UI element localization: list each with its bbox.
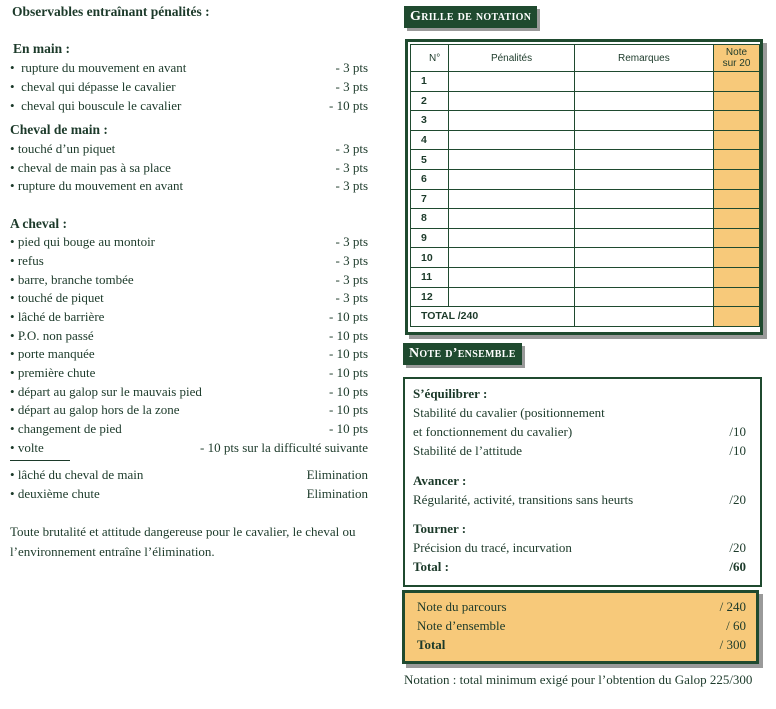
total-row [411,307,760,327]
tourner-heading: Tourner : [413,521,467,536]
list-item: • refus - 3 pts [10,253,368,268]
table-header [411,45,760,72]
elimination-note: Toute brutalité et attitude dangereuse pour le cavalier, le cheval ou l’environnement entraîne l’élimination. [10,524,356,559]
list-item: • départ au galop sur le mauvais pied - 10 pts [10,384,368,399]
note-cell[interactable] [713,267,759,287]
avancer-heading: Avancer : [413,473,467,488]
list-item: • touché de piquet - 3 pts [10,290,368,305]
list-item: • changement de pied - 10 pts [10,421,368,436]
row-number: 3 [411,111,449,131]
equilibrer-heading: S’équilibrer : [413,386,488,401]
row-number: 9 [411,228,449,248]
ensemble-total: Total : /60 [413,559,746,574]
row-number: 6 [411,169,449,189]
list-item: • cheval de main pas à sa place - 3 pts [10,160,368,175]
list-item: • volte - 10 pts sur la difficulté suivante [10,440,368,455]
en-main-heading: En main : [13,41,71,56]
remarques-cell[interactable] [574,248,713,268]
header-num: N° [411,45,449,72]
table-row [411,111,760,131]
list-item: • cheval qui dépasse le cavalier - 3 pts [10,79,368,94]
penalites-cell[interactable] [449,169,574,189]
row-number: 1 [411,72,449,92]
row-number: 5 [411,150,449,170]
remarques-cell[interactable] [574,189,713,209]
precision: Précision du tracé, incurvation /20 [413,540,746,555]
note-cell[interactable] [713,209,759,229]
table-row [411,287,760,307]
penalites-cell[interactable] [449,150,574,170]
table-row [411,228,760,248]
grid-title: Grille de notation [404,6,537,28]
note-cell[interactable] [713,228,759,248]
ensemble-title: Note d’ensemble [403,343,522,365]
row-number: 11 [411,267,449,287]
row-number: 4 [411,130,449,150]
list-item: • porte manquée - 10 pts [10,346,368,361]
remarques-cell[interactable] [574,209,713,229]
note-cell[interactable] [713,150,759,170]
stabilite-cavalier-line2: et fonctionnement du cavalier) /10 [413,424,746,439]
header-note: Note sur 20 [713,45,759,72]
note-cell[interactable] [713,189,759,209]
header-penalites: Pénalités [449,45,574,72]
penalites-cell[interactable] [449,228,574,248]
note-cell[interactable] [713,248,759,268]
header-remarques: Remarques [574,45,713,72]
note-cell[interactable] [713,72,759,92]
table-row [411,130,760,150]
penalites-cell[interactable] [449,209,574,229]
table-row [411,91,760,111]
a-cheval-heading: A cheval : [10,216,67,231]
row-number: 7 [411,189,449,209]
stabilite-attitude: Stabilité de l’attitude /10 [413,443,746,458]
penalites-cell[interactable] [449,130,574,150]
row-number: 12 [411,287,449,307]
list-item: • lâché de barrière - 10 pts [10,309,368,324]
stabilite-cavalier-line1: Stabilité du cavalier (positionnement [413,405,605,420]
remarques-cell[interactable] [574,287,713,307]
table-row [411,267,760,287]
penalites-cell[interactable] [449,248,574,268]
note-cell[interactable] [713,91,759,111]
table-row [411,209,760,229]
table-row [411,248,760,268]
penalties-title: Observables entraînant pénalités : [12,4,210,19]
row-number: 2 [411,91,449,111]
notation-note: Notation : total minimum exigé pour l’obtention du Galop 225/300 [404,672,753,687]
list-item: • départ au galop hors de la zone - 10 pts [10,402,368,417]
penalites-cell[interactable] [449,111,574,131]
note-cell[interactable] [713,111,759,131]
remarques-cell[interactable] [574,111,713,131]
penalites-cell[interactable] [449,189,574,209]
remarques-cell[interactable] [574,130,713,150]
note-cell[interactable] [713,169,759,189]
penalites-cell[interactable] [449,267,574,287]
list-item: • lâché du cheval de main Elimination [10,467,368,482]
total-note-cell [713,307,759,327]
list-item: • touché d’un piquet - 3 pts [10,141,368,156]
note-parcours: Note du parcours / 240 [417,599,746,614]
scoring-table [410,44,760,327]
list-item: • première chute - 10 pts [10,365,368,380]
note-cell[interactable] [713,287,759,307]
list-item: • barre, branche tombée - 3 pts [10,272,368,287]
scoring-grid [405,39,763,335]
remarques-cell[interactable] [574,72,713,92]
list-item: • cheval qui bouscule le cavalier - 10 pts [10,98,368,113]
remarques-cell[interactable] [574,150,713,170]
list-item: • rupture du mouvement en avant - 3 pts [10,60,368,75]
table-row [411,72,760,92]
table-row [411,169,760,189]
regularite: Régularité, activité, transitions sans heurts /20 [413,492,746,507]
row-number: 8 [411,209,449,229]
note-total: Total / 300 [417,637,746,652]
divider [10,460,70,461]
remarques-cell[interactable] [574,228,713,248]
list-item: • deuxième chute Elimination [10,486,368,501]
penalites-cell[interactable] [449,91,574,111]
total-label: TOTAL /240 [411,307,575,327]
note-ensemble: Note d’ensemble / 60 [417,618,746,633]
remarques-cell[interactable] [574,267,713,287]
remarques-cell[interactable] [574,91,713,111]
table-row [411,189,760,209]
ensemble-box [403,377,762,587]
table-row [411,150,760,170]
remarques-cell[interactable] [574,169,713,189]
totals-box [402,590,759,664]
note-cell[interactable] [713,130,759,150]
list-item: • pied qui bouge au montoir - 3 pts [10,234,368,249]
penalites-cell[interactable] [449,72,574,92]
row-number: 10 [411,248,449,268]
penalites-cell[interactable] [449,287,574,307]
list-item: • rupture du mouvement en avant - 3 pts [10,178,368,193]
cheval-de-main-heading: Cheval de main : [10,122,108,137]
list-item: • P.O. non passé - 10 pts [10,328,368,343]
